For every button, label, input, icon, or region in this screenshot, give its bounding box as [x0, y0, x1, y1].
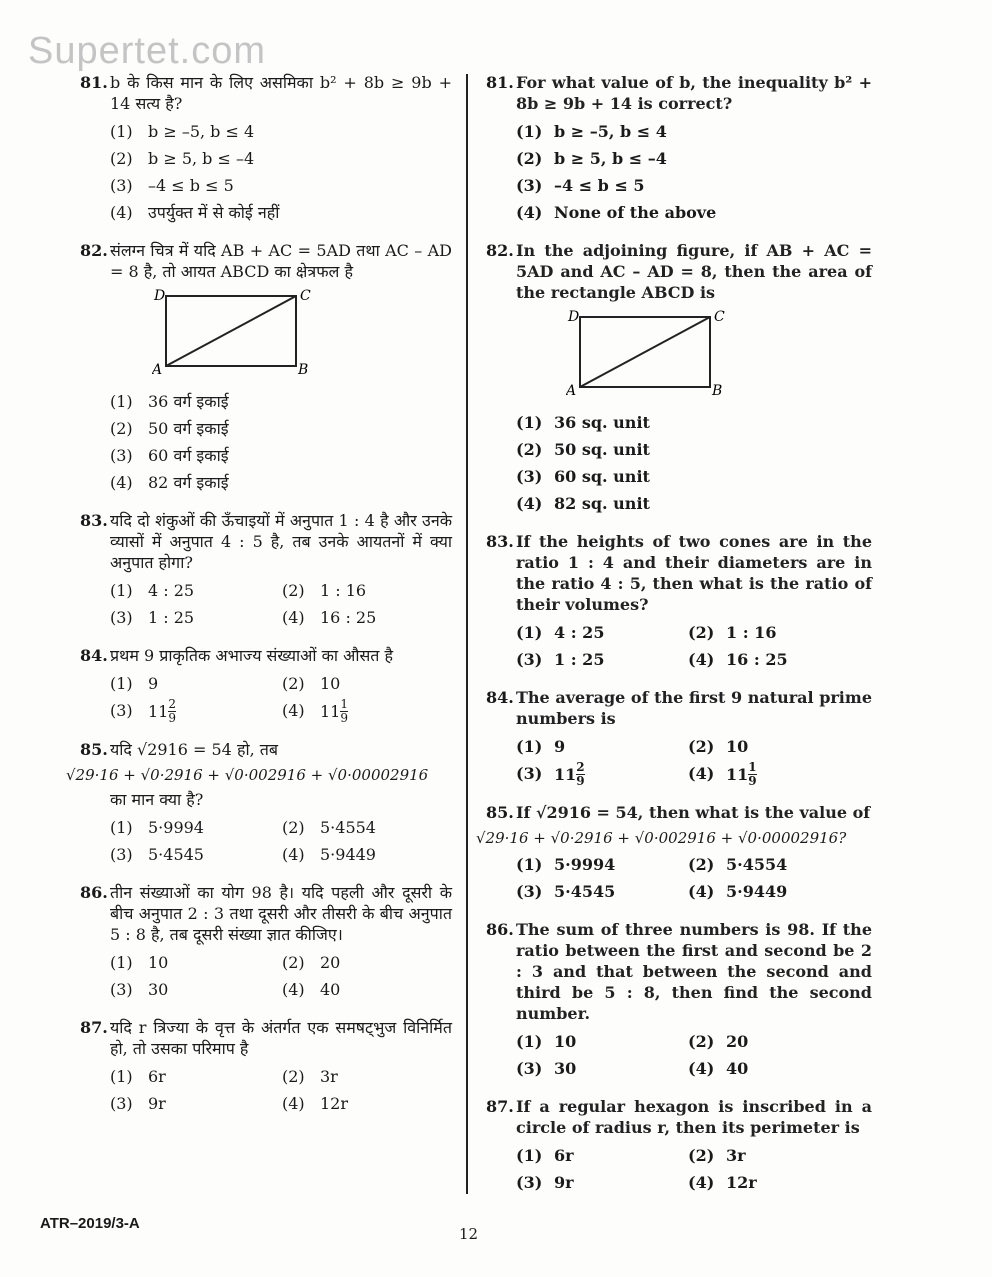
option: [110, 172, 452, 199]
option: [516, 172, 872, 199]
fraction: [748, 761, 756, 788]
question-number: 81.: [80, 73, 108, 92]
option: [516, 1028, 688, 1055]
fraction-numerator: 2: [576, 760, 585, 774]
option-number: (3): [516, 176, 543, 195]
option-value: b ≥ –5, b ≤ 4: [554, 122, 667, 141]
question-line: [486, 919, 872, 1024]
option-value: 30: [554, 1059, 577, 1078]
option: [516, 145, 872, 172]
option: [516, 463, 872, 490]
options: [516, 1142, 872, 1196]
options: [110, 118, 452, 226]
option-number: (2): [688, 737, 715, 756]
option-value: 4 : 25: [554, 623, 605, 642]
question-text: यदि √2916 = 54 हो, तब: [110, 740, 279, 759]
option: [282, 577, 454, 604]
option-value: 5·9994: [554, 855, 616, 874]
option-number: (2): [688, 1146, 715, 1165]
fraction: [576, 761, 584, 788]
option: [516, 436, 872, 463]
fraction-numerator: 2: [168, 697, 176, 711]
option-value: 82 sq. unit: [554, 494, 650, 513]
question-82: [80, 240, 452, 496]
option: [282, 604, 454, 631]
option-value: [320, 697, 348, 725]
option-value: None of the above: [554, 203, 717, 222]
column-divider: [466, 74, 468, 1194]
option: [110, 604, 282, 631]
question-86: [80, 882, 452, 1003]
figure-wrapper: [152, 288, 452, 382]
question-number: 81.: [486, 73, 514, 92]
rectangle-figure: [566, 309, 726, 399]
option: [110, 388, 452, 415]
option-value: 10: [148, 953, 169, 972]
option: [688, 878, 860, 905]
option: [282, 670, 454, 697]
hindi-column: [66, 72, 452, 1131]
option-value: 12r: [726, 1173, 757, 1192]
option-number: (3): [516, 1059, 543, 1078]
question-line: [80, 240, 452, 282]
option-number: (1): [516, 1032, 543, 1051]
options: [110, 577, 452, 631]
question-number: 84.: [486, 688, 514, 707]
option: [688, 1055, 860, 1082]
option: [110, 415, 452, 442]
option-value: 10: [320, 674, 341, 693]
option-number: (4): [688, 1059, 715, 1078]
option-value: [726, 760, 757, 788]
option-value: 9: [148, 674, 159, 693]
option: [282, 697, 454, 725]
option-value: 9: [554, 737, 566, 756]
option-value: 60 वर्ग इकाई: [148, 446, 229, 465]
question-85: [476, 802, 872, 905]
option: [516, 1142, 688, 1169]
question-text: If the heights of two cones are in the ratio 1 : 4 and their diameters are in the ratio 4 : 5, then what is the ratio of their volumes?: [516, 532, 872, 614]
question-85: [66, 739, 452, 868]
option-number: (2): [110, 419, 133, 438]
option-value: –4 ≤ b ≤ 5: [554, 176, 645, 195]
option-value: 30: [148, 980, 169, 999]
question-text: प्रथम 9 प्राकृतिक अभाज्य संख्याओं का औसत है: [110, 646, 393, 665]
question-line: [486, 802, 872, 823]
option-number: (2): [282, 818, 305, 837]
question-line: [486, 240, 872, 303]
option-number: (4): [688, 882, 715, 901]
question-line: [486, 531, 872, 615]
option-number: (2): [282, 1067, 305, 1086]
options: [516, 619, 872, 673]
option-number: (3): [516, 467, 543, 486]
option: [282, 949, 454, 976]
option-number: (4): [688, 1173, 715, 1192]
radical-expression: √29·16 + √0·2916 + √0·002916 + √0·00002916: [66, 766, 429, 784]
option: [688, 760, 860, 788]
english-column: [476, 72, 872, 1210]
question-line: [486, 72, 872, 114]
vertex-label-c: C: [300, 288, 311, 304]
option: [688, 1169, 860, 1196]
question-86: [486, 919, 872, 1082]
option-number: (1): [516, 855, 543, 874]
question-81: [486, 72, 872, 226]
option: [516, 118, 872, 145]
fraction-denominator: 9: [340, 711, 348, 725]
option: [282, 976, 454, 1003]
watermark: Supertet.com: [28, 30, 266, 72]
option: [688, 851, 860, 878]
question-text: संलग्न चित्र में यदि AB + AC = 5AD तथा AC – AD = 8 है, तो आयत ABCD का क्षेत्रफल है: [110, 241, 452, 281]
option: [516, 760, 688, 788]
option-value: 4 : 25: [148, 581, 195, 600]
vertex-label-c: C: [714, 309, 725, 325]
option-number: (4): [110, 473, 133, 492]
diagonal-ac: [166, 296, 296, 366]
option-value: 3r: [726, 1146, 746, 1165]
question-87: [80, 1017, 452, 1117]
option: [110, 145, 452, 172]
fraction: [168, 698, 176, 725]
option-number: (1): [110, 674, 133, 693]
option-value: 5·4554: [320, 818, 376, 837]
option-number: (3): [516, 764, 543, 783]
option: [110, 1090, 282, 1117]
option-number: (3): [110, 980, 133, 999]
option: [282, 814, 454, 841]
option-value: 1 : 16: [726, 623, 777, 642]
option: [516, 1169, 688, 1196]
option: [516, 199, 872, 226]
question-text: If √2916 = 54, then what is the value of: [516, 803, 871, 822]
figure-wrapper: [566, 309, 872, 403]
fraction-numerator: 1: [340, 697, 348, 711]
option-number: (1): [516, 737, 543, 756]
question-87: [486, 1096, 872, 1196]
page-number: 12: [459, 1225, 479, 1243]
option-value: 6r: [148, 1067, 166, 1086]
question-number: 83.: [486, 532, 514, 551]
question-83: [80, 510, 452, 631]
vertex-label-d: D: [154, 288, 166, 304]
option-number: (4): [282, 701, 305, 720]
option: [516, 851, 688, 878]
question-81: [80, 72, 452, 226]
option-number: (2): [688, 623, 715, 642]
question-line: [80, 510, 452, 573]
option-number: (4): [282, 1094, 305, 1113]
option: [110, 814, 282, 841]
option: [688, 1142, 860, 1169]
option-number: (3): [110, 1094, 133, 1113]
option-number: (3): [110, 701, 133, 720]
option-number: (3): [516, 650, 543, 669]
option-value: 5·4554: [726, 855, 788, 874]
option: [110, 1063, 282, 1090]
option-number: (1): [516, 122, 543, 141]
option-value: 50 sq. unit: [554, 440, 650, 459]
option-number: (2): [282, 953, 305, 972]
option-value: 40: [320, 980, 341, 999]
option: [688, 1028, 860, 1055]
option-number: (2): [516, 440, 543, 459]
question-number: 87.: [80, 1018, 108, 1037]
options: [516, 733, 872, 788]
option: [516, 1055, 688, 1082]
option: [110, 442, 452, 469]
option: [516, 646, 688, 673]
option-value: b ≥ 5, b ≤ –4: [554, 149, 667, 168]
option: [516, 878, 688, 905]
diagonal-ac: [580, 317, 710, 387]
question-number: 85.: [486, 803, 514, 822]
option-value: 9r: [554, 1173, 574, 1192]
option: [688, 646, 860, 673]
option: [688, 733, 860, 760]
question-text-cont: का मान क्या है?: [110, 790, 204, 809]
option-number: (4): [516, 494, 543, 513]
question-text: For what value of b, the inequality b² + 8b ≥ 9b + 14 is correct?: [516, 73, 872, 113]
option-value: b ≥ 5, b ≤ –4: [148, 149, 255, 168]
option-value: b ≥ –5, b ≤ 4: [148, 122, 255, 141]
option-value: 5·4545: [554, 882, 616, 901]
question-number: 85.: [80, 740, 108, 759]
question-text: The average of the first 9 natural prime numbers is: [516, 688, 872, 728]
question-text: b के किस मान के लिए असमिका b² + 8b ≥ 9b + 14 सत्य है?: [110, 73, 452, 113]
option-number: (2): [688, 1032, 715, 1051]
option-number: (3): [110, 608, 133, 627]
question-text: तीन संख्याओं का योग 98 है। यदि पहली और दूसरी के बीच अनुपात 2 : 3 तथा दूसरी और तीसरी के बीच अनुपात 5 : 8 है, तब दूसरी संख्या ज्ञात कीजिए।: [110, 883, 452, 944]
question-82: [486, 240, 872, 517]
option-value: 20: [320, 953, 341, 972]
option-value: 5·9449: [726, 882, 788, 901]
option-value: 5·4545: [148, 845, 204, 864]
option-value: –4 ≤ b ≤ 5: [148, 176, 234, 195]
option-number: (2): [282, 581, 305, 600]
options: [110, 388, 452, 496]
option-number: (1): [516, 623, 543, 642]
option-number: (1): [110, 1067, 133, 1086]
option-number: (2): [688, 855, 715, 874]
question-number: 87.: [486, 1097, 514, 1116]
fraction-numerator: 1: [748, 760, 757, 774]
question-number: 82.: [486, 241, 514, 260]
question-84: [486, 687, 872, 788]
vertex-label-a: A: [566, 383, 577, 399]
options: [516, 409, 872, 517]
options: [110, 1063, 452, 1117]
mixed-whole: 11: [726, 765, 749, 784]
option: [110, 118, 452, 145]
fraction: [340, 698, 348, 725]
vertex-label-a: A: [152, 362, 163, 378]
option: [516, 619, 688, 646]
fraction-denominator: 9: [748, 774, 757, 788]
option-value: [554, 760, 585, 788]
options: [516, 851, 872, 905]
question-text: If a regular hexagon is inscribed in a circle of radius r, then its perimeter is: [516, 1097, 872, 1137]
option-value: 10: [554, 1032, 577, 1051]
question-line: [80, 882, 452, 945]
question-line: [486, 687, 872, 729]
option-number: (4): [282, 608, 305, 627]
option-number: (4): [688, 650, 715, 669]
option-value: 1 : 25: [554, 650, 605, 669]
fraction-denominator: 9: [576, 774, 585, 788]
option-value: 3r: [320, 1067, 338, 1086]
vertex-label-d: D: [568, 309, 580, 325]
option-number: (1): [110, 122, 133, 141]
options: [110, 814, 452, 868]
option: [110, 469, 452, 496]
option-number: (1): [110, 581, 133, 600]
option-value: 36 sq. unit: [554, 413, 650, 432]
option-number: (4): [688, 764, 715, 783]
option: [110, 670, 282, 697]
question-line: [80, 72, 452, 114]
option-value: [148, 697, 176, 725]
option-value: 5·9449: [320, 845, 376, 864]
question-text: The sum of three numbers is 98. If the ratio between the first and second be 2 : 3 and that between the second and third be 5 : 8, then find the second number.: [516, 920, 872, 1023]
option-value: 16 : 25: [320, 608, 377, 627]
option-number: (3): [516, 1173, 543, 1192]
option-value: 20: [726, 1032, 749, 1051]
option-number: (3): [110, 845, 133, 864]
option-value: 50 वर्ग इकाई: [148, 419, 229, 438]
option-number: (4): [516, 203, 543, 222]
question-line: [486, 1096, 872, 1138]
option-number: (4): [282, 845, 305, 864]
option-value: 1 : 16: [320, 581, 367, 600]
option: [110, 577, 282, 604]
option-number: (1): [110, 392, 133, 411]
mixed-whole: 11: [554, 765, 577, 784]
option-number: (1): [516, 413, 543, 432]
option-value: 40: [726, 1059, 749, 1078]
option-number: (3): [110, 446, 133, 465]
option-value: 9r: [148, 1094, 166, 1113]
question-text: यदि दो शंकुओं की ऊँचाइयों में अनुपात 1 : 4 है और उनके व्यासों में अनुपात 4 : 5 है, तब उनके आयतनों में क्या अनुपात होगा?: [110, 511, 452, 572]
option: [688, 619, 860, 646]
option: [282, 1063, 454, 1090]
question-text: यदि r त्रिज्या के वृत्त के अंतर्गत एक समषट्भुज विनिर्मित हो, तो उसका परिमाप है: [110, 1018, 452, 1058]
option-value: 5·9994: [148, 818, 204, 837]
question-number: 86.: [486, 920, 514, 939]
option-value: उपर्युक्त में से कोई नहीं: [148, 203, 280, 222]
option-value: 36 वर्ग इकाई: [148, 392, 229, 411]
option: [282, 1090, 454, 1117]
option-number: (3): [516, 882, 543, 901]
radical-expression: √29·16 + √0·2916 + √0·002916 + √0·00002916?: [476, 829, 847, 847]
option: [516, 490, 872, 517]
options: [110, 949, 452, 1003]
option-number: (4): [282, 980, 305, 999]
rectangle-figure: [152, 288, 312, 378]
option-number: (1): [516, 1146, 543, 1165]
question-line: [80, 1017, 452, 1059]
option-number: (2): [516, 149, 543, 168]
options: [110, 670, 452, 725]
fraction-denominator: 9: [168, 711, 176, 725]
option: [110, 697, 282, 725]
option: [516, 409, 872, 436]
option: [110, 199, 452, 226]
question-text: In the adjoining figure, if AB + AC = 5AD and AC – AD = 8, then the area of the rectangle ABCD is: [516, 241, 872, 302]
question-number: 83.: [80, 511, 108, 530]
option-value: 82 वर्ग इकाई: [148, 473, 229, 492]
option-value: 6r: [554, 1146, 574, 1165]
question-number: 84.: [80, 646, 108, 665]
option: [110, 976, 282, 1003]
option-number: (4): [110, 203, 133, 222]
option: [282, 841, 454, 868]
vertex-label-b: B: [712, 383, 723, 399]
option: [516, 733, 688, 760]
option-number: (3): [110, 176, 133, 195]
option-value: 10: [726, 737, 749, 756]
option: [110, 949, 282, 976]
option-value: 16 : 25: [726, 650, 788, 669]
vertex-label-b: B: [298, 362, 309, 378]
option-number: (1): [110, 818, 133, 837]
options: [516, 118, 872, 226]
option-value: 60 sq. unit: [554, 467, 650, 486]
option-value: 12r: [320, 1094, 349, 1113]
mixed-whole: 11: [320, 702, 341, 721]
mixed-whole: 11: [148, 702, 169, 721]
question-line: [80, 645, 452, 666]
question-line: [80, 739, 452, 760]
paper-code: ATR–2019/3-A: [40, 1215, 140, 1232]
question-83: [486, 531, 872, 673]
question-number: 82.: [80, 241, 108, 260]
question-number: 86.: [80, 883, 108, 902]
option-number: (2): [110, 149, 133, 168]
option: [110, 841, 282, 868]
option-value: 1 : 25: [148, 608, 195, 627]
option-number: (1): [110, 953, 133, 972]
question-84: [80, 645, 452, 725]
option-number: (2): [282, 674, 305, 693]
options: [516, 1028, 872, 1082]
